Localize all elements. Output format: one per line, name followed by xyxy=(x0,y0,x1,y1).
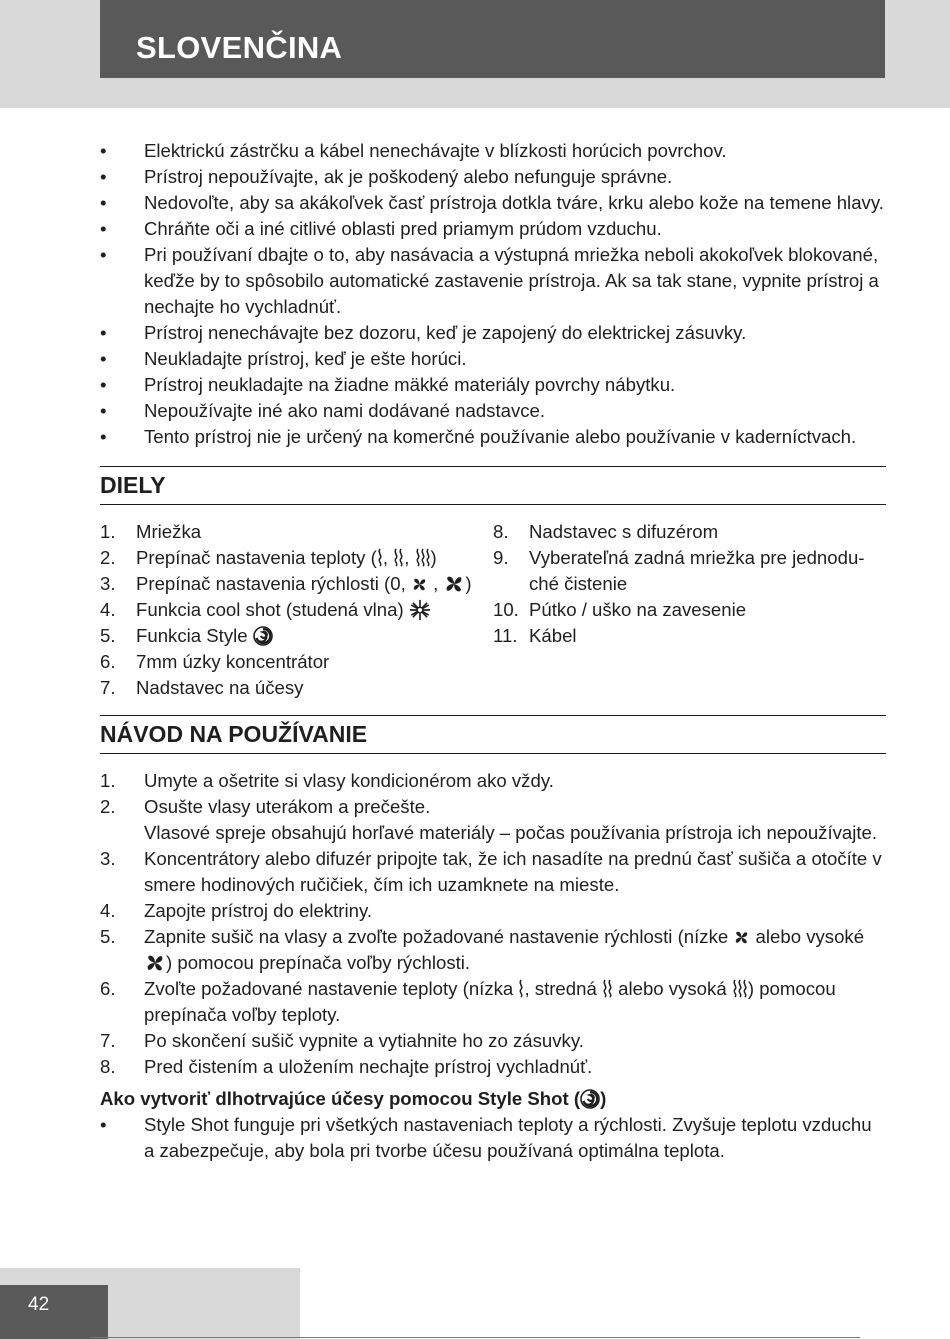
flammable-note: Vlasové spreje obsahujú horľavé materiály – počas používania prístroja ich nepoužívajte. xyxy=(144,822,878,843)
list-item: 3. Prepínač nastavenia rýchlosti (0, , ) xyxy=(100,573,472,594)
list-item: • Nepoužívajte iné ako nami dodávané nadstavce. xyxy=(100,400,546,421)
list-item: • Prístroj neukladajte na žiadne mäkké materiály povrchy nábytku. xyxy=(100,374,676,395)
list-item: • Chráňte oči a iné citlivé oblasti pred priamym prúdom vzduchu. xyxy=(100,218,662,239)
instructions-section-header xyxy=(100,715,886,754)
list-item: • Prístroj nepoužívajte, ak je poškodený alebo nefunguje správne. xyxy=(100,166,673,187)
bottom-rule xyxy=(90,1337,860,1338)
list-item: 3. Koncentrátory alebo difuzér pripojte tak, že ich nasadíte na prednú časť sušiča a otočíte v smere hodinových ručičiek, čím ich uzamknete na mieste. xyxy=(100,848,882,895)
parts-columns xyxy=(100,519,886,701)
list-item: 11. Kábel xyxy=(493,625,577,646)
page-content xyxy=(100,138,886,1164)
list-item: 2. Osušte vlasy uterákom a prečešte. Vlasové spreje obsahujú horľavé materiály – počas používania prístroja ich nepoužívajte. xyxy=(100,796,878,843)
page-footer-tab xyxy=(0,1268,300,1339)
safety-list xyxy=(100,138,886,450)
list-item: 7. Nadstavec na účesy xyxy=(100,677,304,698)
list-item: • Pri používaní dbajte o to, aby nasávacia a výstupná mriežka neboli akokoľvek blokované, keďže by to spôsobilo automatické zastavenie prístroja. Ak sa tak stane, vypnite prístroj a nechajte ho vychladnúť. xyxy=(100,244,879,317)
page-number: 42 xyxy=(28,1294,50,1315)
parts-title: DIELY xyxy=(100,472,166,498)
list-item: 10. Pútko / uško na zavesenie xyxy=(493,599,747,620)
list-item: 4. Zapojte prístroj do elektriny. xyxy=(100,900,373,921)
style-shot-icon xyxy=(580,1089,600,1109)
list-item: 9. Vyberateľná zadná mriežka pre jednodu-ché čistenie xyxy=(493,547,865,594)
instructions-list xyxy=(100,768,886,1080)
heat-medium-icon xyxy=(393,548,404,567)
parts-left-column xyxy=(100,519,493,701)
parts-right-column xyxy=(493,519,886,701)
page-number-box xyxy=(0,1285,108,1339)
list-item: 5. Zapnite sušič na vlasy a zvoľte požadované nastavenie rýchlosti (nízke alebo vysoké ) pomocou prepínača voľby rýchlosti. xyxy=(100,926,865,973)
fan-low-icon xyxy=(411,576,428,593)
language-title: SLOVENČINA xyxy=(136,30,343,65)
fan-high-icon xyxy=(144,952,166,974)
snowflake-icon xyxy=(409,599,431,621)
list-item: 1. Umyte a ošetrite si vlasy kondicionérom ako vždy. xyxy=(100,770,554,791)
list-item: 2. Prepínač nastavenia teploty ( , , ) xyxy=(100,547,437,568)
style-shot-icon xyxy=(253,626,273,646)
language-bar xyxy=(100,0,885,78)
list-item: 8. Pred čistením a uložením nechajte prístroj vychladnúť. xyxy=(100,1056,593,1077)
list-item: 4. Funkcia cool shot (studená vlna) xyxy=(100,597,493,623)
list-item: 6. 7mm úzky koncentrátor xyxy=(100,651,330,672)
list-item: • Elektrickú zástrčku a kábel nenechávajte v blízkosti horúcich povrchov. xyxy=(100,140,727,161)
style-shot-heading: Ako vytvoriť dlhotrvajúce účesy pomocou Style Shot ( ) xyxy=(100,1088,607,1109)
list-item: 7. Po skončení sušič vypnite a vytiahnite ho zo zásuvky. xyxy=(100,1030,584,1051)
list-item: • Style Shot funguje pri všetkých nastaveniach teploty a rýchlosti. Zvyšuje teplotu vzduchu a zabezpečuje, aby bola pri tvorbe účesu používaná optimálna teplota. xyxy=(100,1114,872,1161)
instructions-title: NÁVOD NA POUŽÍVANIE xyxy=(100,721,368,747)
heat-high-icon xyxy=(732,979,748,998)
style-shot-list xyxy=(100,1112,886,1164)
list-item: 1. Mriežka xyxy=(100,521,202,542)
list-item: • Tento prístroj nie je určený na komerčné používanie alebo používanie v kaderníctvach. xyxy=(100,426,857,447)
list-item: • Neukladajte prístroj, keď je ešte horúci. xyxy=(100,348,467,369)
list-item: 5. Funkcia Style xyxy=(100,623,493,649)
parts-section-header xyxy=(100,466,886,505)
fan-high-icon xyxy=(443,573,465,595)
list-item: 8. Nadstavec s difuzérom xyxy=(493,521,719,542)
fan-low-icon xyxy=(733,929,750,946)
list-item: 6. Zvoľte požadované nastavenie teploty (nízka , stredná alebo vysoká ) pomocou prepínača voľby teploty. xyxy=(100,978,836,1025)
list-item: • Nedovoľte, aby sa akákoľvek časť prístroja dotkla tváre, krku alebo kože na temene hlavy. xyxy=(100,192,884,213)
header-band xyxy=(0,0,950,108)
list-item: • Prístroj nenechávajte bez dozoru, keď je zapojený do elektrickej zásuvky. xyxy=(100,322,747,343)
heat-medium-icon xyxy=(602,979,613,998)
heat-high-icon xyxy=(415,548,431,567)
